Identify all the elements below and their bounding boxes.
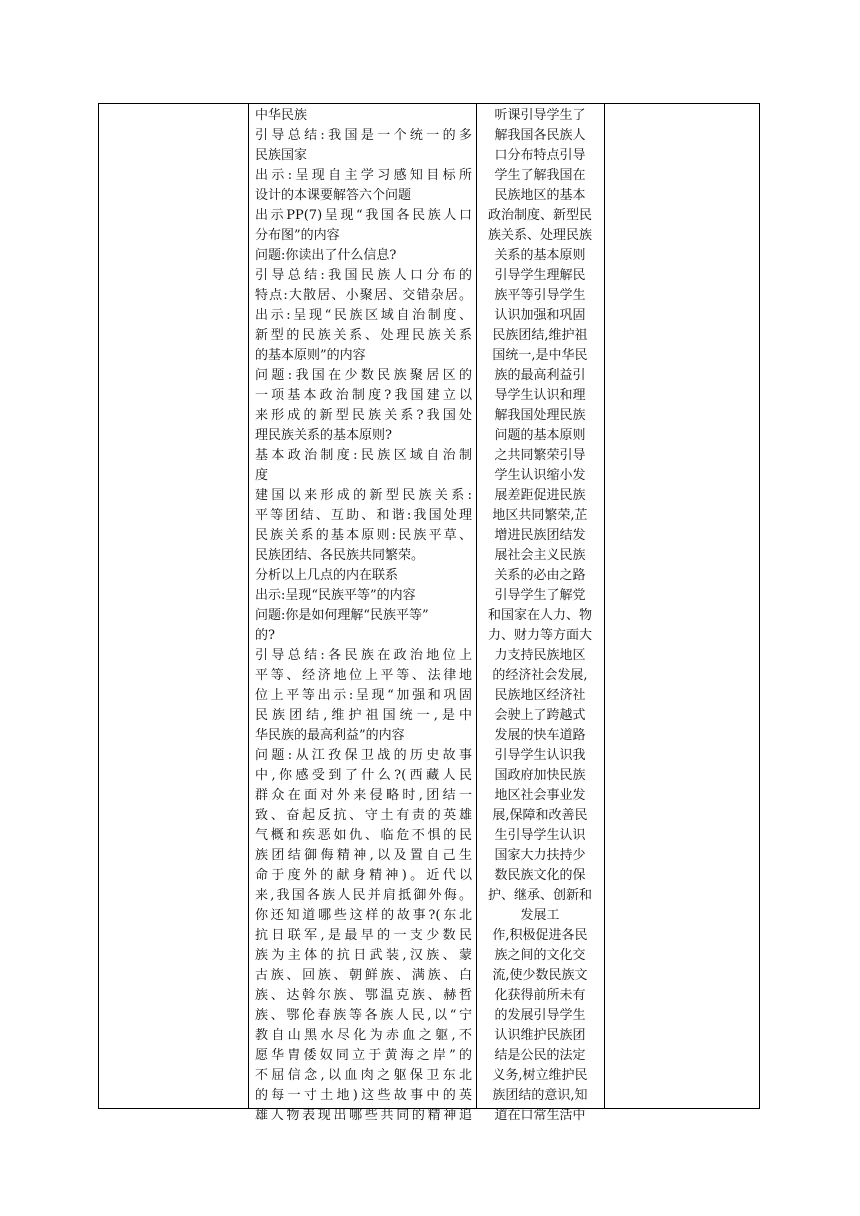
text-line: 族团结的意识,知 [492,1088,588,1103]
text-line: 认识加强和巩固 [494,308,586,323]
text-line: 问题:我国在少数民族聚居区的 [255,368,472,383]
text-line: 力支持民族地区 [494,648,586,663]
text-line: 出示:呈现“民族区域自治制度、 [255,308,472,323]
text-line: 发展的快车道路 [494,728,586,743]
text-line: 的基本原则”的内容 [255,348,366,363]
text-line: 发展工 [520,908,560,923]
text-line: 民族关系的基本原则:民族平草、 [255,528,472,543]
text-line: 引导学生认识我 [494,748,586,763]
text-line: 族、鄂伦春族等各族人民,以“宁 [255,1008,472,1023]
text-line: 的经济社会发展, [492,668,588,683]
text-line: 引导学生理解民 [494,268,586,283]
text-line: 来,我国各族人民并肩抵御外侮。 [255,888,472,903]
text-line: 增进民族团结发 [494,528,586,543]
text-line: 护、继承、创新和 [487,888,592,903]
text-line: 致、奋起反抗、守土有责的英雄 [255,808,472,823]
text-line: 民族团结,维护祖国统一,是中 [255,708,472,723]
text-line: 新型的民族关系、处理民族关系 [255,328,472,343]
cell-column-1 [99,104,248,1108]
text-line: 义务,树立维护民 [492,1068,588,1083]
text-line: 分析以上几点的内在联系 [255,568,399,583]
text-line: 抗日联军,是最早的一支少数民 [255,928,472,943]
text-line: 设计的本课要解答六个问题 [255,188,412,203]
text-line: 基本政治制度:民族区域自治制 [255,448,472,463]
text-line: 引导总结:各民族在政治地位上 [255,648,472,663]
text-line: 中,你感受到了什么?(西藏人民 [255,768,472,783]
text-line: 展,保障和改善民 [492,808,588,823]
text-line: 问题:从江孜保卫战的历史故事 [255,748,472,763]
text-line: 族为主体的抗日武装,汉族、蒙 [255,948,472,963]
text-line: 数民族文化的保 [494,868,586,883]
text-line: 来形成的新型民族关系?我国处 [255,408,472,423]
text-line: 特点:大散居、小聚居、交错杂居。 [255,288,472,303]
text-line: 展社会主义民族 [494,548,586,563]
text-line: 关系的基本原则 [494,248,586,263]
text-line: 道在口常生活中 [494,1108,586,1123]
text-line: 会驶上了跨越式 [494,708,586,723]
text-line: 问题:你是如何理解“民族平等” [255,608,429,623]
text-line: 建国以来形成的新型民族关系: [255,488,472,503]
text-line: 学生了解我国在 [494,168,586,183]
text-line: 中华民族 [255,108,308,123]
text-line: 的每一寸土地)这些故事中的英 [255,1088,472,1103]
text-line: 出示:呈现“民族平等”的内容 [255,588,416,603]
text-line: 问题:你读出了什么信息? [255,248,397,263]
text-line: 教自山黑水尽化为赤血之躯,不 [255,1028,472,1043]
text-line: 国家大力扶持少 [494,848,586,863]
text-line: 流,使少数民族文 [492,968,588,983]
text-line: 你还知道哪些这样的故事?(东北 [255,908,472,923]
text-line: 气概和疾恶如仇、临危不惧的民 [255,828,472,843]
text-line: 解我国处理民族 [494,408,586,423]
text-line: 族、达斡尔族、鄂温克族、赫哲 [255,988,472,1003]
text-line: 古族、回族、朝鲜族、满族、白 [255,968,472,983]
cell-teacher-activity [249,104,476,1123]
text-line: 族关系、处理民族 [487,228,592,243]
text-line: 地区社会事业发 [494,788,586,803]
text-line: 民族国家 [255,148,308,163]
text-line: 国政府加快民族 [494,768,586,783]
text-line: 地区共同繁荣,芷 [492,508,588,523]
text-line: 雄人物表现出哪些共同的精神追 [255,1108,472,1123]
text-line: 关系的必由之路 [494,568,586,583]
cell-column-4 [605,104,759,1108]
text-line: 度 [255,468,269,483]
text-line: 的发展引导学生 [494,1008,586,1023]
text-line: 出示PP(7)呈现“我国各民族人口 [255,208,472,223]
text-line: 平等、经济地位上平等、法律地 [255,668,472,683]
text-line: 出示:呈现自主学习感知目标所 [255,168,472,183]
text-line: 命于度外的献身精神)。近代以 [255,868,472,883]
text-line: 理民族关系的基本原则? [255,428,392,443]
text-line: 愿华胄倭奴同立于黄海之岸”的 [255,1048,472,1063]
text-line: 引导学生了解党 [494,588,586,603]
text-line: 平等团结、互助、和谐:我国处理 [255,508,472,523]
text-line: 化获得前所未有 [494,988,586,1003]
text-line: 展差距促进民族 [494,488,586,503]
text-line: 问题的基本原则 [494,428,586,443]
text-line: 结是公民的法定 [494,1048,586,1063]
text-line: 族的最高利益引 [494,368,586,383]
text-line: 一项基本政治制度?我国建立以 [255,388,472,403]
text-line: 力、财力等方面大 [487,628,592,643]
text-line: 分布图”的内容 [255,228,340,243]
text-line: 群众在面对外来侵略时,团结一 [255,788,472,803]
text-line: 之共同繁荣引导 [494,448,586,463]
text-line: 引导总结:我国民族人口分布的 [255,268,472,283]
text-line: 口分布特点引导 [494,148,586,163]
text-line: 不屈信念,以血肉之躯保卫东北 [255,1068,472,1083]
text-line: 认识维护民族团 [494,1028,586,1043]
text-line: 国统一,是中华民 [492,348,588,363]
text-line: 政治制度、新型民 [487,208,592,223]
text-line: 民族地区的基本 [494,188,586,203]
text-line: 解我国各民族人 [494,128,586,143]
text-line: 族团结御侮精神,以及置自己生 [255,848,472,863]
text-line: 引导总结:我国是一个统一的多 [255,128,472,143]
text-line: 位上平等出示:呈现“加强和巩固 [255,688,472,703]
text-line: 生引导学生认识 [494,828,586,843]
text-line: 民族团结、各民族共同繁荣。 [255,548,425,563]
text-line: 华民族的最高利益”的内容 [255,728,405,743]
lesson-plan-table [98,103,760,1123]
text-line: 学生认识缩小发 [494,468,586,483]
text-line: 族平等引导学生 [494,288,586,303]
text-line: 导学生认识和理 [494,388,586,403]
text-line: 听课引导学生了 [494,108,586,123]
text-line: 族之间的文化交 [494,948,586,963]
text-line: 和国家在人力、物 [487,608,592,623]
text-line: 民族团结,维护祖 [492,328,588,343]
text-line: 的? [255,628,275,643]
text-line: 民族地区经济社 [494,688,586,703]
text-line: 作,积极促进各民 [492,928,588,943]
cell-design-intent [477,104,603,1123]
